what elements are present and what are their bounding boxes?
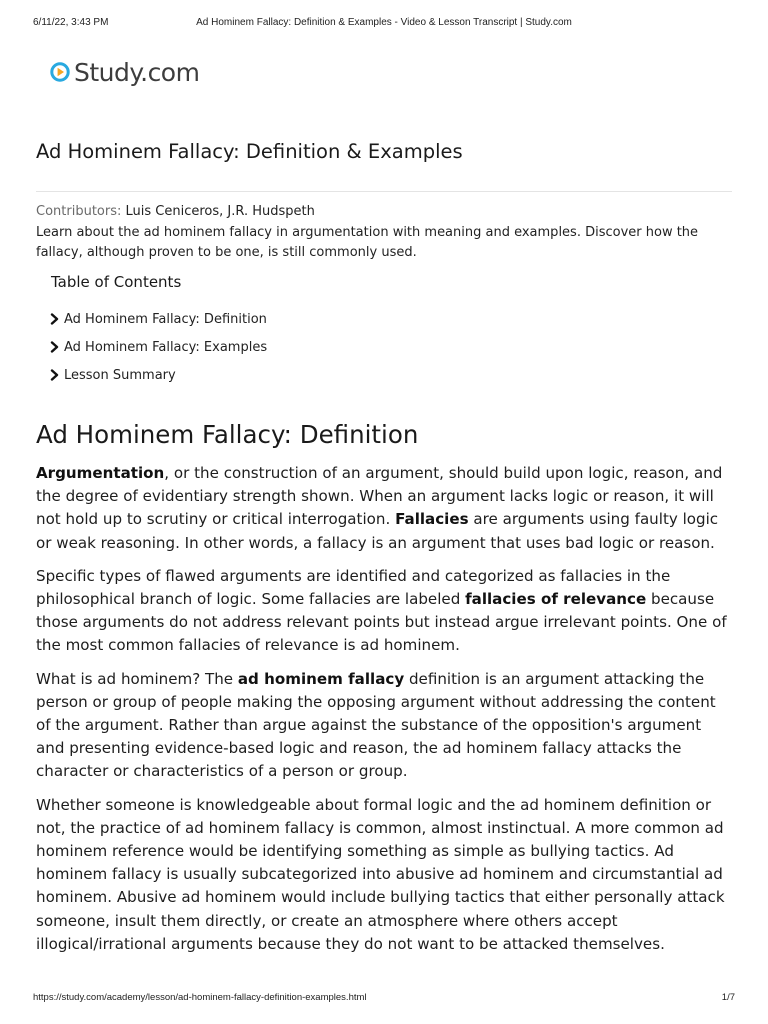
contributors-label: Contributors: [36, 204, 122, 219]
print-datetime: 6/11/22, 3:43 PM [33, 17, 109, 28]
print-header [0, 17, 768, 31]
paragraph-text: Whether someone is knowledgeable about formal logic and the ad hominem definition or not, the practice of ad hominem fallacy is common, almost instinctual. A more common ad hominem reference would be identifying something as simple as bullying tactics. Ad hominem fallacy is usually subcategorized into abusive ad hominem and circumstantial ad hominem. Abusive ad hominem would include bullying tactics that either personally attack someone, insult them directly, or create an atmosphere where others accept illogical/irrational arguments because they do not want to be attacked themselves. [36, 795, 725, 953]
section-heading: Ad Hominem Fallacy: Definition [36, 420, 419, 449]
paragraph-text: definition is an argument attacking the person or group of people making the opposing argument without addressing the content of the argument. Rather than argue against the substance of the opposition's argument and presenting evidence-based logic and reason, the ad hominem fallacy attacks the character or characteristics of a person or group. [36, 669, 716, 781]
toc-item-examples[interactable] [50, 333, 267, 361]
toc-item-label: Ad Hominem Fallacy: Examples [64, 339, 268, 355]
chevron-right-icon [50, 369, 59, 381]
lesson-summary-text: Learn about the ad hominem fallacy in argumentation with meaning and examples. Discover how the fallacy, although proven to be one, is still commonly used. [36, 225, 699, 260]
paragraph-text: are arguments using faulty logic or weak reasoning. In other words, a fallacy is an argument that uses bad logic or reason. [36, 510, 719, 552]
page-title: Ad Hominem Fallacy: Definition & Examples [36, 140, 463, 163]
play-circle-icon [50, 62, 70, 82]
contributors-names: Luis Ceniceros, J.R. Hudspeth [125, 204, 315, 219]
article-body [36, 462, 732, 966]
toc-title: Table of Contents [51, 273, 182, 291]
study-com-logo[interactable] [50, 56, 199, 88]
term-fallacies-of-relevance: fallacies of relevance [465, 590, 647, 609]
print-url: https://study.com/academy/lesson/ad-hominem-fallacy-definition-examples.html [33, 992, 367, 1003]
print-footer [0, 992, 768, 1006]
toc-item-label: Lesson Summary [64, 367, 176, 383]
toc-item-label: Ad Hominem Fallacy: Definition [64, 311, 267, 327]
chevron-right-icon [50, 341, 59, 353]
paragraph [36, 794, 732, 956]
paragraph-text: because those arguments do not address relevant points but instead argue irrelevant points. One of the most common fallacies of relevance is ad hominem. [36, 590, 727, 655]
term-ad-hominem-fallacy: ad hominem fallacy [237, 669, 405, 688]
contributors [36, 204, 315, 219]
chevron-right-icon [50, 313, 59, 325]
toc-item-definition[interactable] [50, 305, 267, 333]
toc-item-lesson-summary[interactable] [50, 361, 267, 389]
paragraph [36, 462, 732, 555]
paragraph-text: Specific types of flawed arguments are identified and categorized as fallacies in the philosophical branch of logic. Some fallacies are labeled [36, 566, 671, 609]
term-fallacies: Fallacies [395, 510, 469, 529]
paragraph-text: , or the construction of an argument, should build upon logic, reason, and the degree of evidentiary strength shown. When an argument lacks logic or reason, it will not hold up to scrutiny or critical interrogation. [36, 464, 723, 529]
paragraph [36, 668, 732, 784]
paragraph-text: What is ad hominem? The [36, 669, 238, 688]
logo-text: Study.com [74, 57, 200, 87]
paragraph [36, 565, 732, 658]
table-of-contents [50, 305, 267, 389]
page-number: 1/7 [721, 992, 735, 1003]
term-argumentation: Argumentation [36, 464, 165, 482]
divider [36, 191, 732, 192]
print-page-title: Ad Hominem Fallacy: Definition & Examples - Video & Lesson Transcript | Study.com [196, 17, 572, 28]
